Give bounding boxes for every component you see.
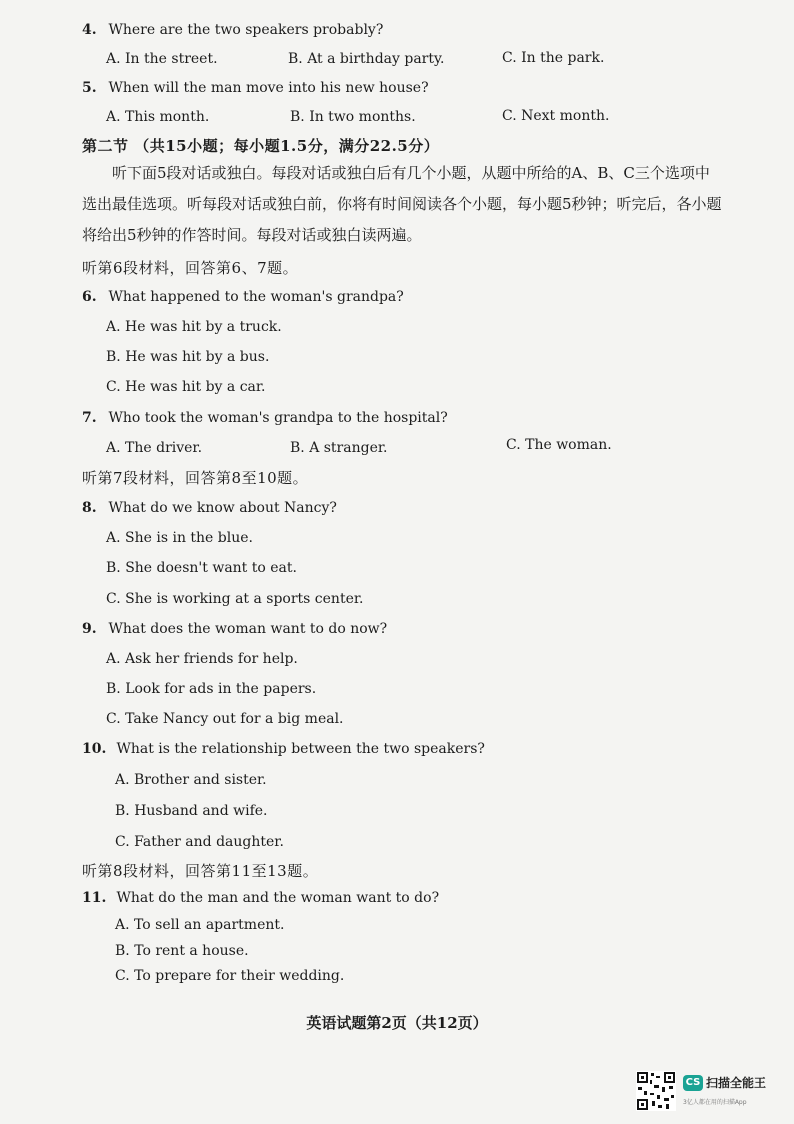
option-6c: C. He was hit by a car. xyxy=(106,379,266,395)
question-text: What do we know about Nancy? xyxy=(108,500,337,516)
option-9c: C. Take Nancy out for a big meal. xyxy=(106,711,344,727)
option-5a: A. This month. xyxy=(106,109,210,125)
qr-code-icon xyxy=(636,1071,676,1111)
question-text: What do the man and the woman want to do? xyxy=(116,890,440,906)
question-8: 8. What do we know about Nancy? xyxy=(82,500,337,516)
section-heading: 第二节 （共15小题；每小题1.5分，满分22.5分） xyxy=(82,137,440,155)
question-9: 9. What does the woman want to do now? xyxy=(82,621,388,637)
option-6b: B. He was hit by a bus. xyxy=(106,349,270,365)
option-9b: B. Look for ads in the papers. xyxy=(106,681,317,697)
material-7-heading: 听第7段材料，回答第8至10题。 xyxy=(82,469,309,487)
option-10b: B. Husband and wife. xyxy=(115,803,268,819)
question-text: What happened to the woman's grandpa? xyxy=(108,289,404,305)
option-8b: B. She doesn't want to eat. xyxy=(106,560,297,576)
question-text: What does the woman want to do now? xyxy=(108,621,388,637)
option-8c: C. She is working at a sports center. xyxy=(106,591,364,607)
question-6: 6. What happened to the woman's grandpa? xyxy=(82,289,404,305)
material-6-heading: 听第6段材料，回答第6、7题。 xyxy=(82,259,299,277)
option-10a: A. Brother and sister. xyxy=(115,772,267,788)
option-7a: A. The driver. xyxy=(106,440,203,456)
question-7: 7. Who took the woman's grandpa to the hospital? xyxy=(82,410,448,426)
option-5c: C. Next month. xyxy=(502,108,610,124)
option-6a: A. He was hit by a truck. xyxy=(106,319,282,335)
camscanner-logo: CS xyxy=(683,1075,703,1091)
option-11a: A. To sell an apartment. xyxy=(115,917,285,933)
option-7b: B. A stranger. xyxy=(290,440,388,456)
section-instructions: 听下面5段对话或独白。每段对话或独白后有几个小题，从题中所给的A、B、C三个选项中选出最佳选项。听每段对话或独白前，你将有时间阅读各个小题，每小题5秒钟；听完后，各小题将给出5秒钟的作答时间。每段对话或独白读两遍。 xyxy=(82,164,722,244)
question-text: When will the man move into his new house? xyxy=(108,80,429,96)
page-footer: 英语试题第2页（共12页） xyxy=(306,1014,488,1032)
option-11b: B. To rent a house. xyxy=(115,943,249,959)
option-4b: B. At a birthday party. xyxy=(288,51,445,67)
material-8-heading: 听第8段材料，回答第11至13题。 xyxy=(82,862,319,880)
option-9a: A. Ask her friends for help. xyxy=(106,651,298,667)
scanner-app-name: 扫描全能王 xyxy=(706,1076,767,1090)
option-4a: A. In the street. xyxy=(106,51,218,67)
option-10c: C. Father and daughter. xyxy=(115,834,284,850)
scanner-tagline: 3亿人都在用的扫描App xyxy=(683,1099,747,1106)
question-10: 10. What is the relationship between the two speakers? xyxy=(82,741,485,757)
option-11c: C. To prepare for their wedding. xyxy=(115,968,345,984)
question-text: Where are the two speakers probably? xyxy=(108,22,384,38)
option-7c: C. The woman. xyxy=(506,437,612,453)
question-text: Who took the woman's grandpa to the hospital? xyxy=(108,410,448,426)
option-4c: C. In the park. xyxy=(502,50,605,66)
option-8a: A. She is in the blue. xyxy=(106,530,253,546)
question-text: What is the relationship between the two speakers? xyxy=(116,741,485,757)
question-5: 5. When will the man move into his new house? xyxy=(82,80,429,96)
question-4: 4. Where are the two speakers probably? xyxy=(82,22,384,38)
option-5b: B. In two months. xyxy=(290,109,416,125)
question-11: 11. What do the man and the woman want to do? xyxy=(82,890,440,906)
